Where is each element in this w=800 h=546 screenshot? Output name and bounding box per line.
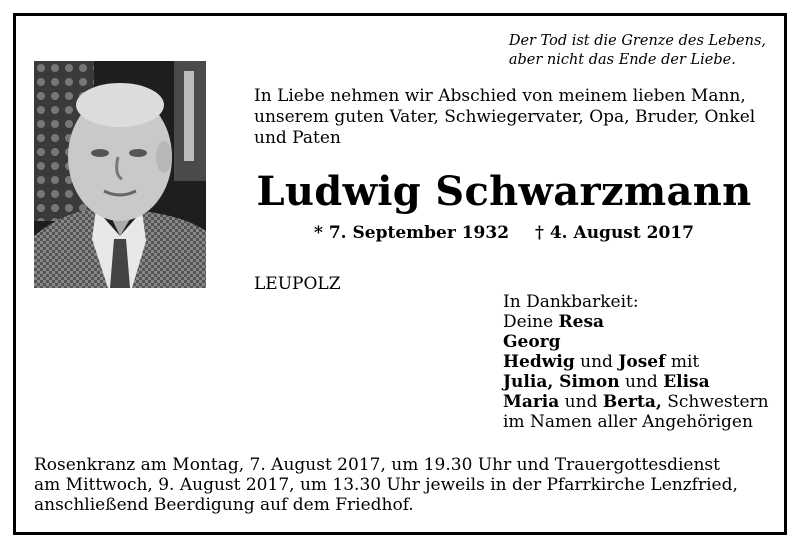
mourners-list <box>503 292 769 432</box>
mourner-text: Schwestern <box>661 392 769 412</box>
mourner-text: mit <box>665 352 700 372</box>
mourner-line <box>503 332 769 352</box>
mourner-name: Maria <box>503 392 560 412</box>
life-dates <box>254 222 754 244</box>
mourner-name: Berta, <box>602 392 662 412</box>
mourner-name: Julia, Simon <box>503 372 620 392</box>
death-date: † 4. August 2017 <box>535 223 694 243</box>
mourner-name: Resa <box>558 312 605 332</box>
place-name: LEUPOLZ <box>254 274 341 294</box>
mourner-name: Hedwig <box>503 352 575 372</box>
deceased-name: Ludwig Schwarzmann <box>256 168 752 215</box>
gratitude-line: In Dankbarkeit: <box>503 292 639 312</box>
portrait-photo <box>34 61 206 288</box>
mourner-text: und <box>619 372 664 392</box>
mourner-name: Josef <box>618 352 666 372</box>
mourner-line <box>503 312 769 332</box>
service-details <box>34 455 770 515</box>
service-line-3: anschließend Beerdigung auf dem Friedhof. <box>34 495 414 515</box>
birth-date: * 7. September 1932 <box>314 223 510 243</box>
mourner-text: Deine <box>503 312 559 332</box>
service-line-1: Rosenkranz am Montag, 7. August 2017, um 19.30 Uhr und Trauergottesdienst <box>34 455 720 475</box>
quote-line-1: Der Tod ist die Grenze des Lebens, <box>508 33 766 49</box>
epitaph-quote <box>509 32 766 70</box>
mourner-line <box>503 392 769 412</box>
mourner-name: Elisa <box>663 372 710 392</box>
mourner-name: Georg <box>503 332 561 352</box>
intro-text: In Liebe nehmen wir Abschied von meinem lieben Mann, unserem guten Vater, Schwiegervater, Opa, Bruder, Onkel und Paten <box>254 86 756 148</box>
mourner-text: und <box>574 352 619 372</box>
mourner-text: und <box>559 392 603 412</box>
service-line-2: am Mittwoch, 9. August 2017, um 13.30 Uhr jeweils in der Pfarrkirche Lenzfried, <box>34 475 738 495</box>
mourner-line <box>503 352 769 372</box>
mourner-line <box>503 372 769 392</box>
quote-line-2: aber nicht das Ende der Liebe. <box>508 52 736 68</box>
mourner-line: im Namen aller Angehörigen <box>503 412 753 432</box>
